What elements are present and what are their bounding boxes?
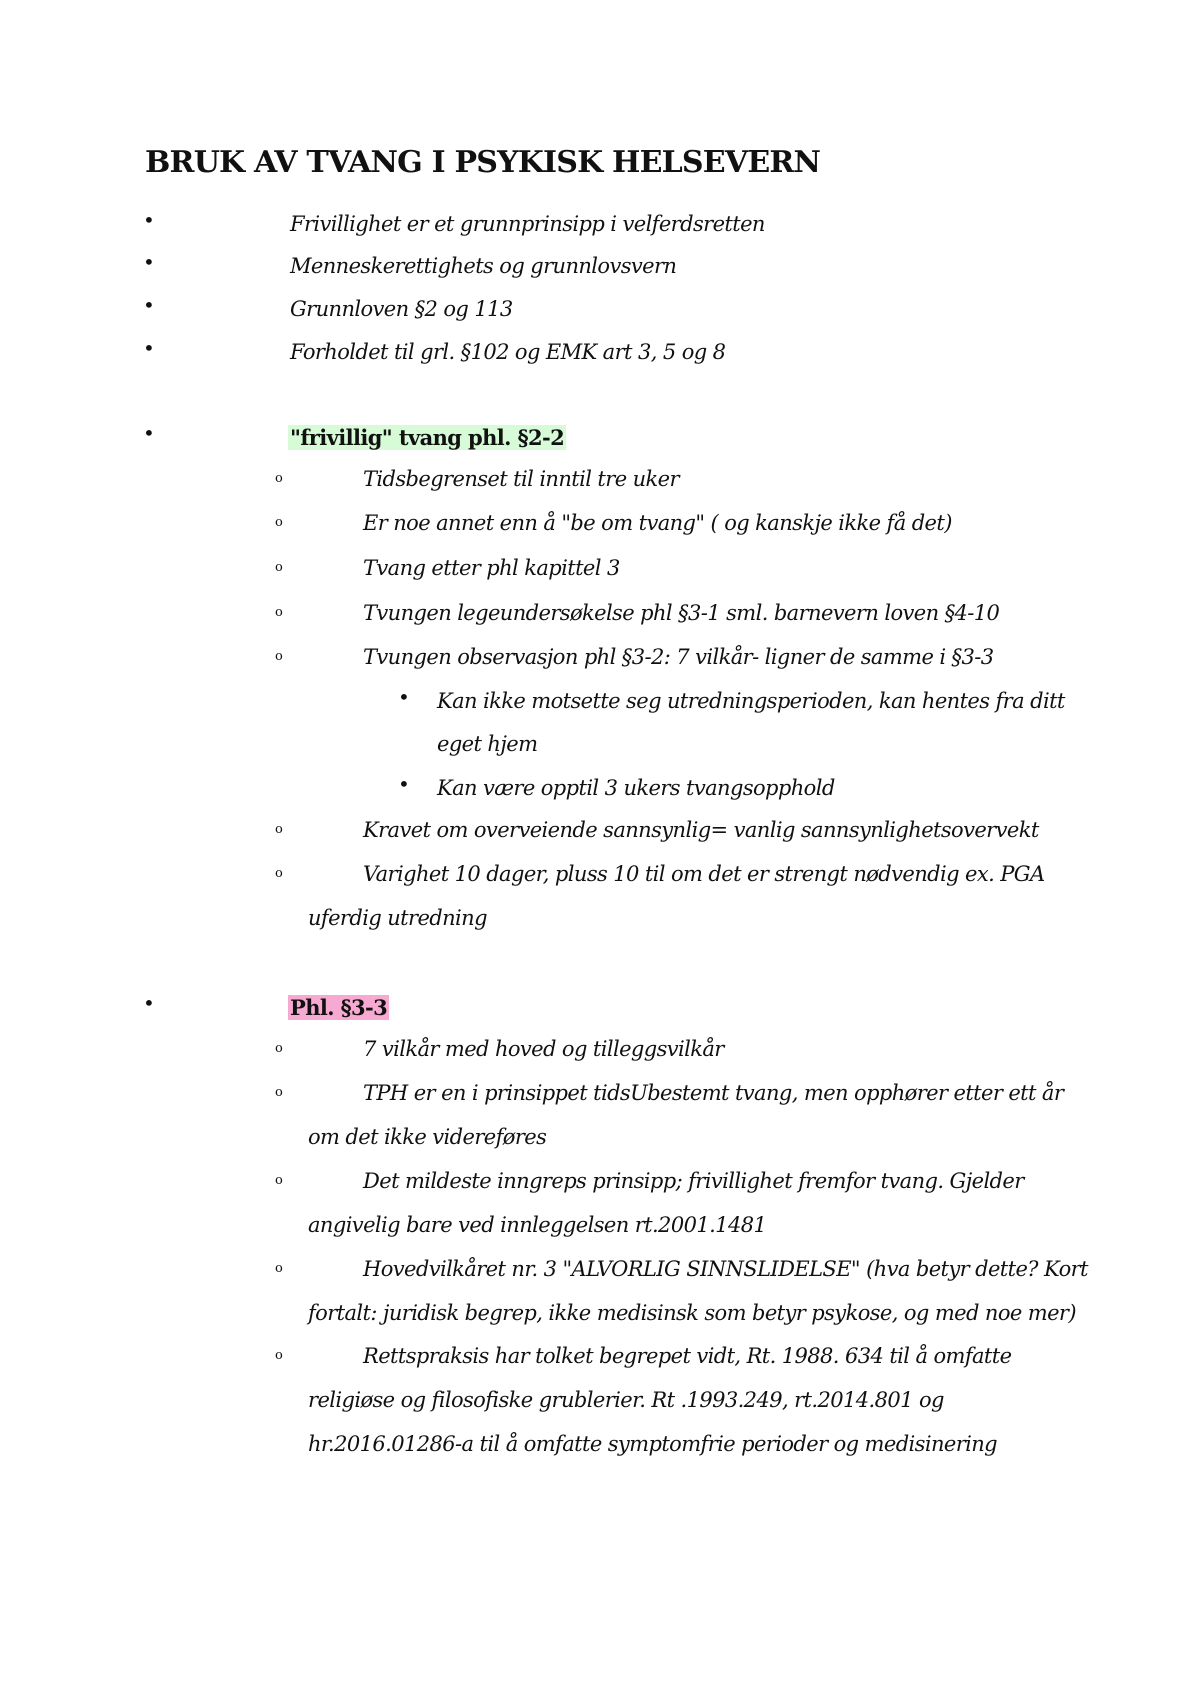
list-item-cont: om det ikke videreføres [308, 1125, 547, 1149]
list-item: Tidsbegrenset til inntil tre uker [363, 467, 679, 491]
intro-item: Frivillighet er et grunnprinsipp i velferdsretten [290, 212, 765, 236]
bullet-circle: o [275, 1173, 283, 1188]
bullet-disc: • [143, 336, 155, 360]
bullet-disc: • [398, 685, 410, 709]
document-title: BRUK AV TVANG I PSYKISK HELSEVERN [145, 145, 821, 180]
sub-list-item: Kan ikke motsette seg utredningsperioden, kan hentes fra ditt [437, 689, 1065, 713]
list-item-cont: angivelig bare ved innleggelsen rt.2001.1481 [308, 1213, 767, 1237]
bullet-circle: o [275, 1348, 283, 1363]
section-heading-phl-3-3: Phl. §3-3 [290, 995, 388, 1020]
list-item-cont: hr.2016.01286-a til å omfatte symptomfrie perioder og medisinering [308, 1432, 998, 1456]
bullet-circle: o [275, 515, 283, 530]
bullet-circle: o [275, 1085, 283, 1100]
intro-item: Menneskerettighets og grunnlovsvern [290, 254, 677, 278]
bullet-circle: o [275, 560, 283, 575]
bullet-circle: o [275, 649, 283, 664]
bullet-circle: o [275, 471, 283, 486]
bullet-circle: o [275, 1261, 283, 1276]
list-item: Hovedvilkåret nr. 3 "ALVORLIG SINNSLIDELSE" (hva betyr dette? Kort [363, 1257, 1088, 1281]
list-item: Tvungen legeundersøkelse phl §3-1 sml. barnevern loven §4-10 [363, 601, 1000, 625]
bullet-circle: o [275, 1041, 283, 1056]
bullet-disc: • [143, 250, 155, 274]
list-item: Det mildeste inngreps prinsipp; frivillighet fremfor tvang. Gjelder [363, 1169, 1024, 1193]
list-item-cont: uferdig utredning [308, 906, 487, 930]
sub-list-item: Kan være opptil 3 ukers tvangsopphold [437, 776, 835, 800]
list-item-cont: fortalt: juridisk begrep, ikke medisinsk som betyr psykose, og med noe mer) [308, 1301, 1076, 1325]
bullet-disc: • [143, 991, 155, 1015]
list-item: Varighet 10 dager, pluss 10 til om det er strengt nødvendig ex. PGA [363, 862, 1045, 886]
list-item: 7 vilkår med hoved og tilleggsvilkår [363, 1037, 724, 1061]
bullet-disc: • [143, 293, 155, 317]
list-item: TPH er en i prinsippet tidsUbestemt tvang, men opphører etter ett år [363, 1081, 1064, 1105]
sub-list-item-cont: eget hjem [437, 732, 538, 756]
list-item: Tvang etter phl kapittel 3 [363, 556, 620, 580]
bullet-disc: • [398, 772, 410, 796]
list-item-cont: religiøse og filosofiske grublerier. Rt .1993.249, rt.2014.801 og [308, 1388, 944, 1412]
section-heading-frivillig-tvang: "frivillig" tvang phl. §2-2 [290, 425, 565, 450]
intro-item: Grunnloven §2 og 113 [290, 297, 513, 321]
list-item: Rettspraksis har tolket begrepet vidt, Rt. 1988. 634 til å omfatte [363, 1344, 1012, 1368]
bullet-circle: o [275, 866, 283, 881]
list-item: Er noe annet enn å "be om tvang" ( og kanskje ikke få det) [363, 511, 952, 535]
bullet-disc: • [143, 208, 155, 232]
list-item: Kravet om overveiende sannsynlig= vanlig sannsynlighetsovervekt [363, 818, 1039, 842]
bullet-circle: o [275, 605, 283, 620]
bullet-circle: o [275, 822, 283, 837]
intro-item: Forholdet til grl. §102 og EMK art 3, 5 og 8 [290, 340, 726, 364]
bullet-disc: • [143, 421, 155, 445]
list-item: Tvungen observasjon phl §3-2: 7 vilkår- ligner de samme i §3-3 [363, 645, 994, 669]
